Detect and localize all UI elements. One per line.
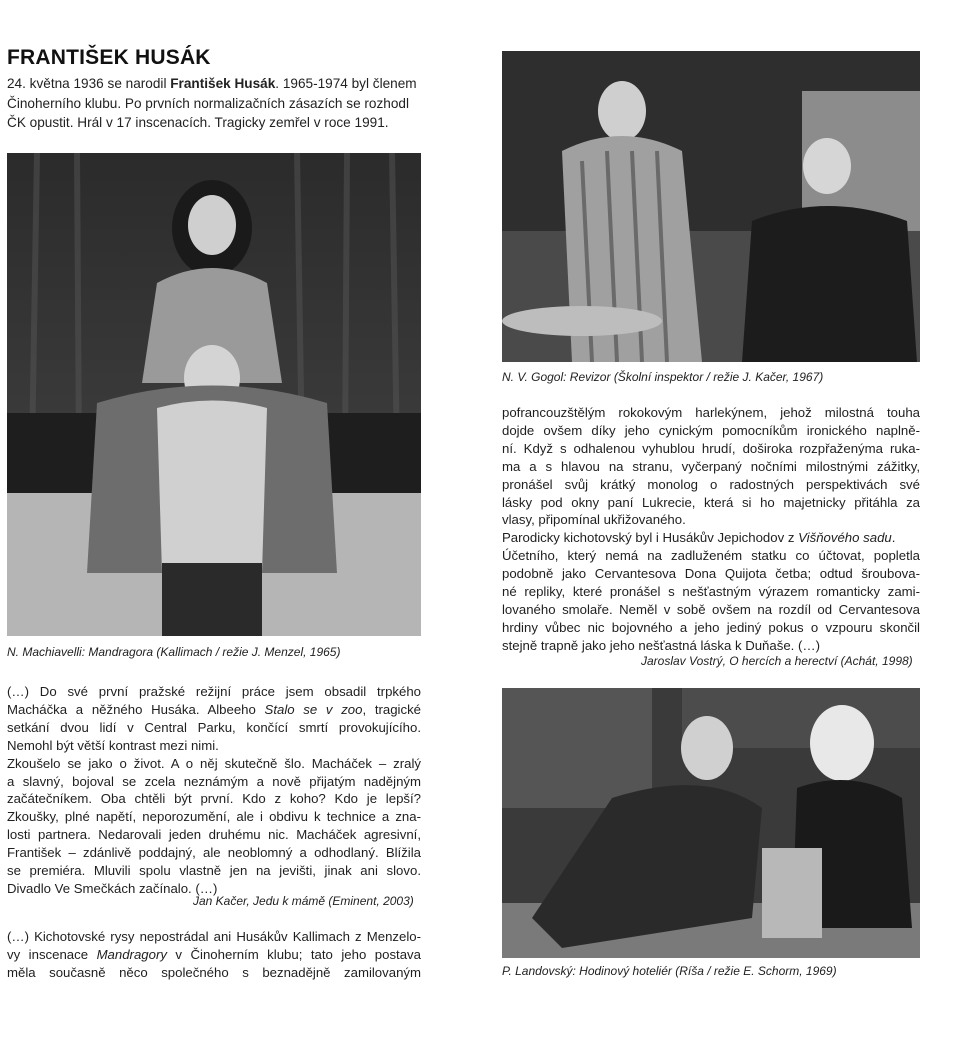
quote2-source: Jaroslav Vostrý, O hercích a herectví (Achát, 1998) <box>641 654 913 668</box>
quote1-source: Jan Kačer, Jedu k mámě (Eminent, 2003) <box>193 894 414 908</box>
quote2-line-2-post: v Činoherním klubu; tato jeho postava <box>166 946 421 962</box>
quote2-line-2-pre: vy inscenace <box>7 946 97 962</box>
quote1-line-1: (…) Do své první pražské režijní práce jsem obsadil trpkého <box>7 684 421 699</box>
quote2c-line-4: ma a s hlavou na stranu, vyčerpaný nočními milostnými zážitky, <box>502 458 920 474</box>
quote2c-line-9: Účetního, který nemá na zadluženém statku co účtovat, popletla <box>502 548 920 564</box>
quote1-line-7: začátečníkem. Oba chtěli být první. Kdo z koho? Kdo je lepší? <box>7 791 421 807</box>
quote2c-line-8-post: . <box>891 530 896 546</box>
quote2-title-mandragory: Mandragory <box>96 946 167 962</box>
page-title: FRANTIŠEK HUSÁK <box>7 46 211 69</box>
quote-vostry-start <box>7 928 421 982</box>
photo-revizor <box>502 51 920 362</box>
quote2c-line-10: podobně jako Cervantesova Dona Quijota četba; odtud šroubova- <box>502 566 920 582</box>
quote2c-line-5: pronášel svůj krátký monolog o radostných perspektivách své <box>502 476 920 492</box>
quote2c-line-1: pofrancouzštělým rokokovým harlekýnem, jehož milostná touha <box>502 405 920 420</box>
quote2c-line-2: dojde ovšem díky jeho cynickým pomocníkům ironického naplně- <box>502 422 920 438</box>
quote1-line-3: setkání dvou lidí v Central Parku, končící smrtí provokujícího. <box>7 719 421 735</box>
quote1-line-6: a slavný, bojoval se zcela neznámým a nově přijatým nadějným <box>7 773 421 789</box>
quote1-line-10: František – zdánlivě poddajný, ale neoblomný a odhodlaný. Blížila <box>7 845 421 861</box>
quote2c-title-visnovy-sad: Višňového sadu <box>798 530 892 546</box>
photo-mandragora <box>7 153 421 636</box>
quote2c-line-13: hrdiny vůbec nic bojovného a jeho jediný pokus o vzpouru skončil <box>502 619 920 635</box>
quote-vostry-continuation <box>502 404 920 655</box>
quote1-line-5: Zkoušelo se jako o život. A o něj skutečně šlo. Macháček – zralý <box>7 755 421 771</box>
quote2c-line-14: stejně trapně jako jeho nešťastná láska k Duňaše. (…) <box>502 637 820 653</box>
quote2-line-1: (…) Kichotovské rysy nepostrádal ani Husákův Kallimach z Menzelo- <box>7 929 421 944</box>
quote2-line-2 <box>7 946 421 964</box>
intro-name: František Husák <box>170 76 276 91</box>
quote1-line-9: losti partnera. Nedarovali jeden druhému nic. Macháček agresivní, <box>7 827 421 843</box>
quote1-line-2-post: , tragické <box>362 701 421 717</box>
quote1-line-2-pre: Macháčka a něžného Husáka. Albeeho <box>7 701 265 717</box>
quote2-line-3: měla současně něco společného s beznadějně zamilovaným <box>7 964 421 980</box>
quote2c-line-12: lovaného smolaře. Neměl v sobě ovšem na rozdíl od Cervantesova <box>502 601 920 617</box>
intro-text <box>7 74 422 133</box>
caption-photo-1: N. Machiavelli: Mandragora (Kallimach / režie J. Menzel, 1965) <box>7 645 341 659</box>
quote-kacer <box>7 683 421 898</box>
quote1-line-2 <box>7 701 421 719</box>
quote1-line-4: Nemohl být větší kontrast mezi nimi. <box>7 737 219 753</box>
intro-pre: 24. května 1936 se narodil <box>7 76 171 91</box>
caption-photo-2: N. V. Gogol: Revizor (Školní inspektor / režie J. Kačer, 1967) <box>502 370 824 384</box>
caption-photo-3: P. Landovský: Hodinový hoteliér (Ríša / režie E. Schorm, 1969) <box>502 964 837 978</box>
quote1-title-zoo: Stalo se v zoo <box>264 701 363 717</box>
quote2c-line-11: né repliky, které pronášel s nešťastným výrazem romanticky zami- <box>502 584 920 600</box>
quote1-line-11: se premiéra. Mluvili spolu vlastně jen na jevišti, jinak ani slovo. <box>7 863 421 879</box>
quote2c-line-8-pre: Parodicky kichotovský byl i Husákův Jepichodov z <box>502 530 799 546</box>
photo-hodinovy-hotelier <box>502 688 920 958</box>
quote2c-line-8 <box>502 529 920 547</box>
quote1-line-8: Zkoušky, plné napětí, neporozumění, ale i obdivu k technice a zna- <box>7 809 421 825</box>
quote2c-line-6: lásky pod okny paní Lukrecie, která si ho majetnicky přitáhla za <box>502 494 920 510</box>
quote1-line-12: Divadlo Ve Smečkách začínalo. (…) <box>7 880 218 896</box>
intro-post: . 1965-1974 byl členem Činoherního klubu. Po prvních normalizačních zásazích se rozhodl ČK opustit. Hrál v 17 inscenacích. Tragicky zemřel v roce 1991. <box>7 76 417 130</box>
quote2c-line-7: vlasy, připomínal ukřižovaného. <box>502 512 686 528</box>
quote2c-line-3: ní. Když s odhalenou vyhublou hrudí, doširoka rozpřaženýma ruka- <box>502 440 920 456</box>
